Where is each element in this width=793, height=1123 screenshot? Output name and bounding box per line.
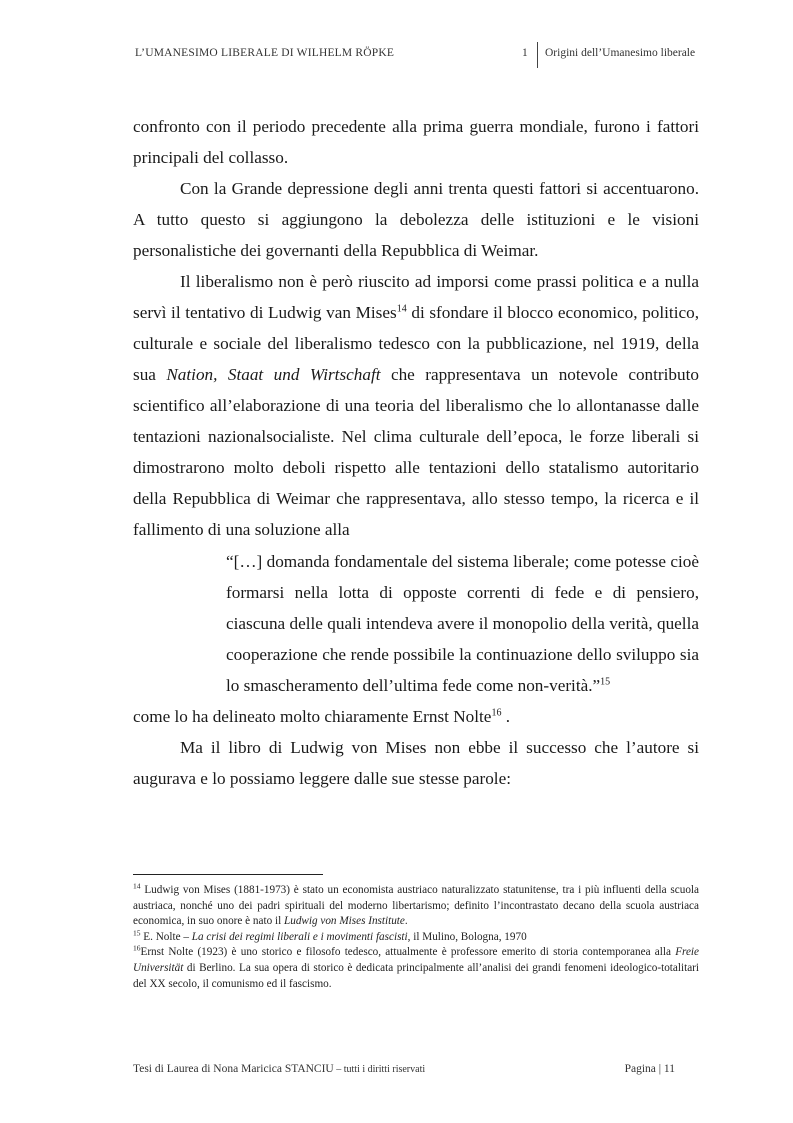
book-title: Nation, Staat und Wirtschaft — [166, 365, 381, 384]
footer-author: Tesi di Laurea di Nona Maricica STANCIU — [133, 1063, 334, 1075]
footer-rights: – tutti i diritti riservati — [333, 1064, 426, 1075]
running-header-title: L’UMANESIMO LIBERALE DI WILHELM RÖPKE — [135, 47, 395, 59]
paragraph-1: confronto con il periodo precedente alla prima guerra mondiale, furono i fattori principali del collasso. — [133, 117, 699, 167]
footnote-16-text-b: di Berlino. La sua opera di storico è dedicata principalmente all’analisi dei grandi fenomeni ideologico-totalitari del XX secolo, il comunismo ed il fascismo. — [133, 961, 699, 990]
footnote-separator — [133, 874, 323, 875]
footnote-16-university: Freie Universität — [133, 946, 699, 974]
paragraph-3-text-a: Il liberalismo non è però riuscito ad imporsi come prassi politica e a nulla servì il tentativo di Ludwig van Mises — [133, 272, 699, 322]
paragraph-3-text-b: di sfondare il blocco economico, politico, culturale e sociale del liberalismo tedesco con la pubblicazione, nel 1919, della sua — [133, 303, 699, 384]
footnote-16 — [133, 945, 699, 992]
footnote-15-book-title: La crisi dei regimi liberali e i movimenti fascisti — [191, 930, 408, 943]
paragraph-4-text-b: . — [501, 707, 511, 726]
footer-page-number: Pagina | 11 — [624, 1063, 675, 1075]
paragraph-3 — [133, 266, 699, 545]
quote-text: “[…] domanda fondamentale del sistema liberale; come potesse cioè formarsi nella lotta di opposte correnti di fede e di pensiero, ciascuna delle quali intendeva avere il monopolio della verità, quella cooperazione che rende possibile la continuazione dello sviluppo sia lo smascheramento dell’ultima fede come non-verità.” — [226, 552, 699, 695]
footnote-ref-15[interactable]: 15 — [600, 676, 611, 688]
footnote-15 — [133, 930, 699, 946]
footnote-ref-16[interactable]: 16 — [491, 707, 502, 719]
running-header-chapter-title: Origini dell’Umanesimo liberale — [545, 47, 696, 59]
footnote-16-text-a: Ernst Nolte (1923) è uno storico e filosofo tedesco, attualmente è professore emerito di storia contemporanea alla — [140, 946, 676, 959]
footnote-ref-14[interactable]: 14 — [396, 303, 407, 315]
footnote-14-text-a: Ludwig von Mises (1881-1973) è stato un economista austriaco naturalizzato statunitense, tra i più influenti della scuola austriaca, nonché uno dei padri spirituali del moderno libertarismo; definito l’incontrastato decano della scuola austriaca economica, in suo onore è nato il — [133, 884, 699, 928]
main-text — [133, 111, 699, 794]
footnotes — [133, 883, 699, 992]
footnote-15-text-a: E. Nolte – — [140, 930, 192, 943]
footnote-15-number: 15 — [133, 928, 141, 938]
footnote-14-text-b: . — [404, 915, 408, 928]
header-divider — [537, 42, 538, 68]
footnote-14-number: 14 — [133, 881, 141, 891]
paragraph-4-text-a: come lo ha delineato molto chiaramente Ernst Nolte — [133, 707, 492, 726]
paragraph-2: Con la Grande depressione degli anni trenta questi fattori si accentuarono. A tutto questo si aggiungono la debolezza delle istituzioni e le visioni personalistiche dei governanti della Repubblica di Weimar. — [133, 179, 699, 260]
paragraph-5: Ma il libro di Ludwig von Mises non ebbe il successo che l’autore si augurava e lo possiamo leggere dalle sue stesse parole: — [133, 738, 699, 788]
paragraph-4 — [133, 701, 699, 732]
footnote-14 — [133, 883, 699, 930]
footnote-14-institute: Ludwig von Mises Institute — [284, 915, 405, 928]
running-header-chapter-number: 1 — [522, 47, 528, 59]
footnote-15-text-b: , il Mulino, Bologna, 1970 — [407, 930, 527, 943]
footer-thesis-credit — [133, 1063, 425, 1075]
footnote-16-number: 16 — [133, 943, 141, 953]
paragraph-3-text-c: che rappresentava un notevole contributo scientifico all’elaborazione di una teoria del liberalismo che lo allontanasse dalle tentazioni nazionalsocialiste. Nel clima culturale dell’epoca, le forze liberali si dimostrarono molto deboli rispetto alle tentazioni dello statalismo autoritario della Repubblica di Weimar che rappresentava, allo stesso tempo, la ricerca e il fallimento di una soluzione alla — [133, 365, 699, 539]
block-quote — [226, 546, 699, 701]
